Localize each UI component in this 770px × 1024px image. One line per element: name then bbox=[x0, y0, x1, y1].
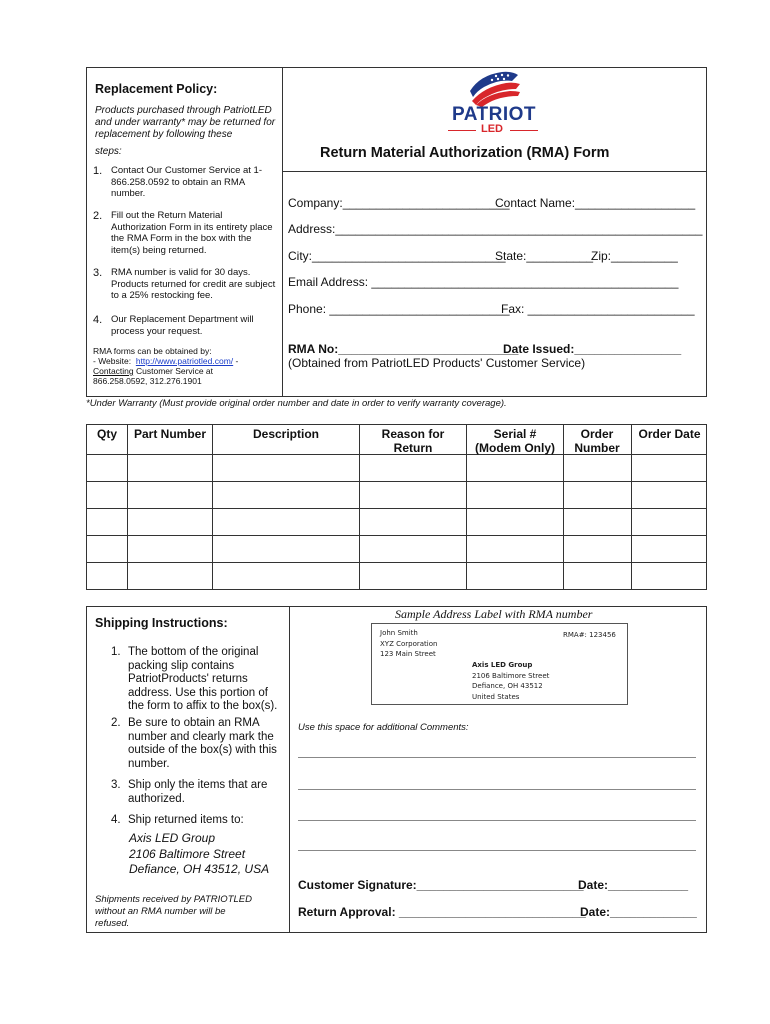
zip-field[interactable]: Zip:__________ bbox=[591, 249, 678, 263]
comment-line[interactable] bbox=[298, 820, 696, 821]
table-row bbox=[86, 562, 707, 563]
website-link[interactable]: http://www.patriotled.com/ bbox=[135, 356, 234, 366]
policy-item-text: Fill out the Return Material Authorization Form in its entirety place the RMA Form in the box with the item(s) being returned. bbox=[111, 210, 273, 256]
col-header-qty: Qty bbox=[96, 427, 117, 441]
obtained-from-note: (Obtained from PatriotLED Products' Customer Service) bbox=[288, 356, 586, 370]
comment-line[interactable] bbox=[298, 850, 696, 851]
policy-item: 1. Contact Our Customer Service at 1-866.258.0592 to obtain an RMA number. bbox=[93, 165, 278, 210]
logo-brand: PATRIOT bbox=[451, 104, 537, 125]
return-approval-field[interactable]: Return Approval: ____________________________ bbox=[298, 905, 586, 919]
comment-line[interactable] bbox=[298, 789, 696, 790]
table-row bbox=[86, 535, 707, 536]
patriot-led-logo bbox=[440, 67, 546, 139]
company-field[interactable]: Company:_________________________ bbox=[288, 196, 510, 210]
rma-number-field[interactable]: RMA No:___________________________ bbox=[288, 342, 519, 356]
shipping-item: 3. Ship only the items that are authorized. bbox=[111, 779, 268, 805]
policy-intro: Products purchased through PatriotLED and under warranty* may be returned for replacement by following these bbox=[95, 105, 276, 140]
phone-field[interactable]: Phone: ___________________________ bbox=[288, 302, 510, 316]
city-field[interactable]: City:_____________________________ bbox=[288, 249, 506, 263]
col-header-order-number: Order Number bbox=[574, 427, 620, 455]
rma-obtain-info: RMA forms can be obtained by: - Website: http://www.patriotled.com/ - Contacting Customer Service at 866.258.0592, 312.276.1901 bbox=[93, 346, 239, 386]
customer-date-field[interactable]: Date:____________ bbox=[578, 878, 689, 892]
sample-to-address: Axis LED Group 2106 Baltimore Street Defiance, OH 43512 United States bbox=[472, 661, 550, 701]
policy-steps-label: steps: bbox=[95, 146, 122, 157]
title-rule bbox=[282, 171, 707, 172]
policy-item-text: RMA number is valid for 30 days. Products returned for credit are subject to a 25% restocking fee. bbox=[111, 267, 276, 301]
warranty-note: *Under Warranty (Must provide original order number and date in order to verify warranty coverage). bbox=[86, 398, 507, 409]
logo-sub: LED bbox=[481, 123, 503, 135]
policy-heading: Replacement Policy: bbox=[95, 82, 218, 96]
bottom-divider bbox=[289, 606, 290, 933]
comment-line[interactable] bbox=[298, 757, 696, 758]
policy-item: 2. Fill out the Return Material Authorization Form in its entirety place the RMA Form in the box with the item(s) being returned. bbox=[93, 210, 278, 267]
sample-rma-number: RMA#: 123456 bbox=[563, 631, 616, 639]
date-issued-field[interactable]: Date Issued:________________ bbox=[503, 342, 682, 356]
policy-item-text: Contact Our Customer Service at 1-866.258.0592 to obtain an RMA number. bbox=[111, 165, 262, 199]
shipping-item: 1. The bottom of the original packing slip contains PatriotProducts' returns address. Use this portion of the form to affix to the box(s). bbox=[111, 646, 278, 712]
policy-item-text: Our Replacement Department will process your request. bbox=[111, 314, 254, 337]
logo-line-right bbox=[510, 130, 538, 131]
policy-item: 4. Our Replacement Department will process your request. bbox=[93, 314, 278, 344]
table-row bbox=[86, 508, 707, 509]
shipping-item: 4. Ship returned items to: bbox=[111, 814, 244, 826]
col-header-part-number: Part Number bbox=[133, 427, 207, 441]
policy-item: 3. RMA number is valid for 30 days. Products returned for credit are subject to a 25% restocking fee. bbox=[93, 267, 278, 314]
col-header-order-date: Order Date bbox=[638, 427, 701, 441]
state-field[interactable]: State:__________ bbox=[495, 249, 594, 263]
contact-name-field[interactable]: Contact Name:__________________ bbox=[495, 196, 696, 210]
approval-date-field[interactable]: Date:_____________ bbox=[580, 905, 697, 919]
col-header-description: Description bbox=[252, 427, 319, 441]
sample-from-address: John Smith XYZ Corporation 123 Main Street bbox=[380, 629, 438, 658]
shipping-item: 2. Be sure to obtain an RMA number and clearly mark the outside of the box(s) with this number. bbox=[111, 717, 277, 770]
email-field[interactable]: Email Address: ______________________________________________ bbox=[288, 275, 679, 289]
address-field[interactable]: Address:_______________________________________________________ bbox=[288, 222, 703, 236]
shipping-warning: Shipments received by PATRIOTLED without an RMA number will be refused. bbox=[95, 894, 252, 929]
table-row bbox=[86, 481, 707, 482]
top-divider bbox=[282, 67, 283, 397]
col-header-reason: Reason for Return bbox=[381, 427, 445, 455]
sample-label-title: Sample Address Label with RMA number bbox=[395, 607, 593, 621]
comments-label: Use this space for additional Comments: bbox=[298, 722, 469, 733]
policy-list bbox=[93, 165, 278, 344]
logo-line-left bbox=[448, 130, 476, 131]
ship-to-address: Axis LED Group 2106 Baltimore Street Defiance, OH 43512, USA bbox=[129, 831, 270, 876]
customer-signature-field[interactable]: Customer Signature:_________________________ bbox=[298, 878, 584, 892]
form-title: Return Material Authorization (RMA) Form bbox=[320, 145, 610, 161]
fax-field[interactable]: Fax: _________________________ bbox=[501, 302, 695, 316]
col-header-serial: Serial # (Modem Only) bbox=[475, 427, 555, 455]
shipping-list bbox=[111, 646, 283, 830]
shipping-heading: Shipping Instructions: bbox=[95, 616, 228, 630]
